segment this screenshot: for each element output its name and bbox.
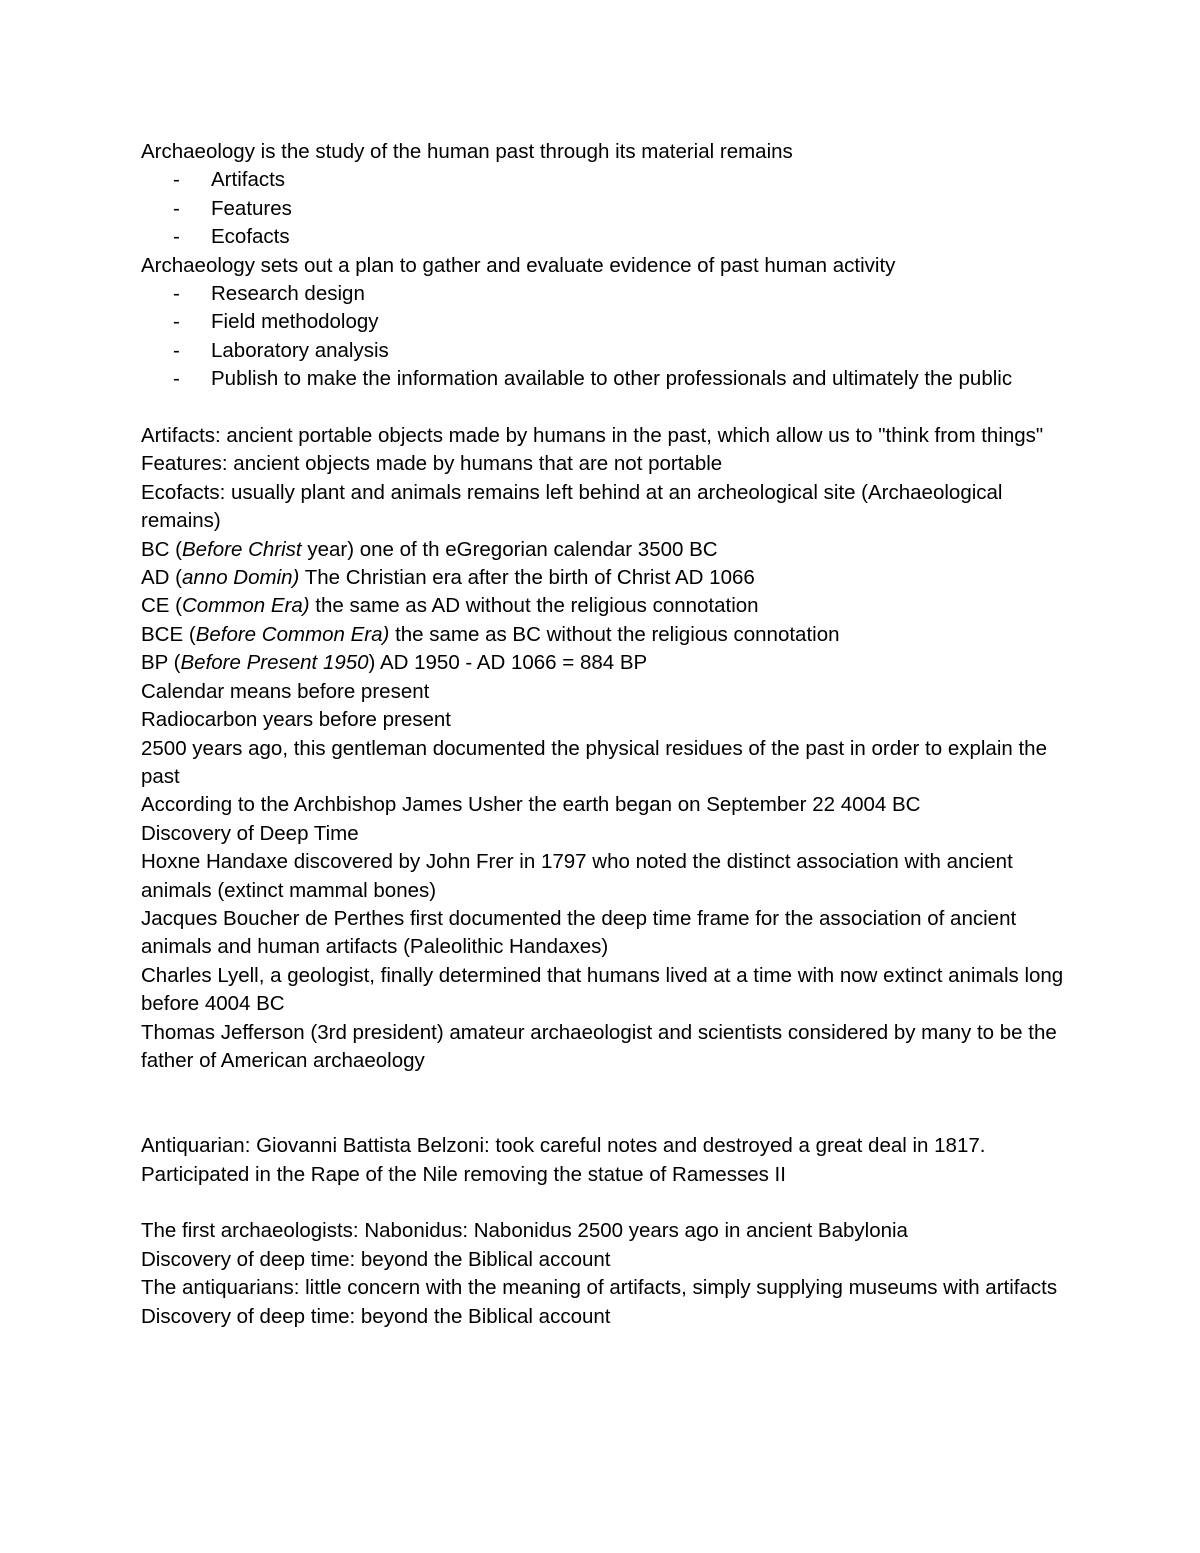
list-item-text: Publish to make the information available to other professionals and ultimately the public: [211, 367, 1013, 391]
spacer: [141, 1189, 1101, 1217]
dash-bullet: -: [173, 338, 180, 362]
list-item: [141, 308, 1101, 336]
jefferson-note: Thomas Jefferson (3rd president) amateur archaeologist and scientists considered by many to be the father of American archaeology: [141, 1020, 1057, 1072]
bce-suffix: the same as BC without the religious connotation: [389, 622, 840, 646]
list-item-text: Field methodology: [211, 310, 379, 334]
dash-bullet: -: [173, 225, 180, 249]
deep-time-note: Discovery of deep time: beyond the Biblical account: [141, 1247, 611, 1271]
dash-bullet: -: [173, 168, 180, 192]
dash-bullet: -: [173, 196, 180, 220]
antiquarians-note: The antiquarians: little concern with the meaning of artifacts, simply supplying museums with artifacts: [141, 1276, 1058, 1300]
bce-italic: Before Common Era): [195, 622, 390, 646]
dash-bullet: -: [173, 367, 180, 391]
bc-suffix: year) one of th eGregorian calendar 3500 BC: [301, 537, 718, 561]
list-item: [141, 195, 1101, 223]
bp-suffix: ) AD 1950 - AD 1066 = 884 BP: [368, 651, 648, 675]
dash-bullet: -: [173, 282, 180, 306]
first-archaeologists-note: The first archaeologists: Nabonidus: Nabonidus 2500 years ago in ancient Babylonia: [141, 1219, 908, 1243]
ad-definition: [141, 564, 1101, 592]
spacer: [141, 394, 1101, 422]
ce-prefix: CE (: [141, 594, 182, 618]
ad-suffix: The Christian era after the birth of Christ AD 1066: [299, 566, 755, 590]
bc-definition: [141, 536, 1101, 564]
bp-definition: [141, 649, 1101, 677]
nile-note: Participated in the Rape of the Nile removing the statue of Ramesses II: [141, 1162, 786, 1186]
artifacts-definition: Artifacts: ancient portable objects made by humans in the past, which allow us to "think from things": [141, 424, 1044, 448]
dash-bullet: -: [173, 310, 180, 334]
deep-time-heading: Discovery of Deep Time: [141, 821, 359, 845]
spacer: [141, 1075, 1101, 1132]
list-item-text: Features: [211, 196, 292, 220]
ce-definition: [141, 592, 1101, 620]
plan-heading: Archaeology sets out a plan to gather and evaluate evidence of past human activity: [141, 253, 896, 277]
lyell-note: Charles Lyell, a geologist, finally determined that humans lived at a time with now extinct animals long before 4004 BC: [141, 963, 1064, 1016]
ad-italic: anno Domin): [182, 566, 300, 590]
bc-prefix: BC (: [141, 537, 182, 561]
list-item: [141, 337, 1101, 365]
gentleman-note: 2500 years ago, this gentleman documented the physical residues of the past in order to explain the past: [141, 736, 1047, 788]
ad-prefix: AD (: [141, 566, 182, 590]
ce-suffix: the same as AD without the religious connotation: [309, 594, 759, 618]
plan-list: [141, 280, 1101, 394]
list-item: [141, 166, 1101, 194]
features-definition: Features: ancient objects made by humans that are not portable: [141, 452, 723, 476]
intro-heading: Archaeology is the study of the human past through its material remains: [141, 140, 793, 163]
bce-prefix: BCE (: [141, 622, 196, 646]
bp-italic: Before Present 1950: [180, 651, 369, 675]
list-item-text: Ecofacts: [211, 225, 290, 249]
ecofacts-definition: Ecofacts: usually plant and animals remains left behind at an archeological site (Archaeological remains): [141, 480, 1003, 533]
list-item-text: Research design: [211, 282, 365, 306]
bc-italic: Before Christ: [182, 537, 302, 561]
hoxne-note: Hoxne Handaxe discovered by John Frer in 1797 who noted the distinct association with ancient animals (extinct mammal bones): [141, 850, 1013, 902]
bp-prefix: BP (: [141, 651, 181, 675]
calendar-note: Calendar means before present: [141, 679, 430, 703]
list-item-text: Laboratory analysis: [211, 338, 389, 362]
ce-italic: Common Era): [182, 594, 310, 618]
document-page: [141, 138, 1101, 1331]
list-item: [141, 365, 1101, 393]
remains-list: [141, 166, 1101, 251]
list-item-text: Artifacts: [211, 168, 286, 192]
usher-note: According to the Archbishop James Usher the earth began on September 22 4004 BC: [141, 793, 921, 817]
deep-time-note: Discovery of deep time: beyond the Biblical account: [141, 1304, 611, 1328]
list-item: [141, 223, 1101, 251]
perthes-note: Jacques Boucher de Perthes first documented the deep time frame for the association of ancient animals and human artifacts (Paleolithic Handaxes): [141, 906, 1017, 959]
list-item: [141, 280, 1101, 308]
bce-definition: [141, 621, 1101, 649]
belzoni-note: Antiquarian: Giovanni Battista Belzoni: took careful notes and destroyed a great deal in 1817.: [141, 1134, 986, 1158]
radiocarbon-note: Radiocarbon years before present: [141, 708, 451, 732]
